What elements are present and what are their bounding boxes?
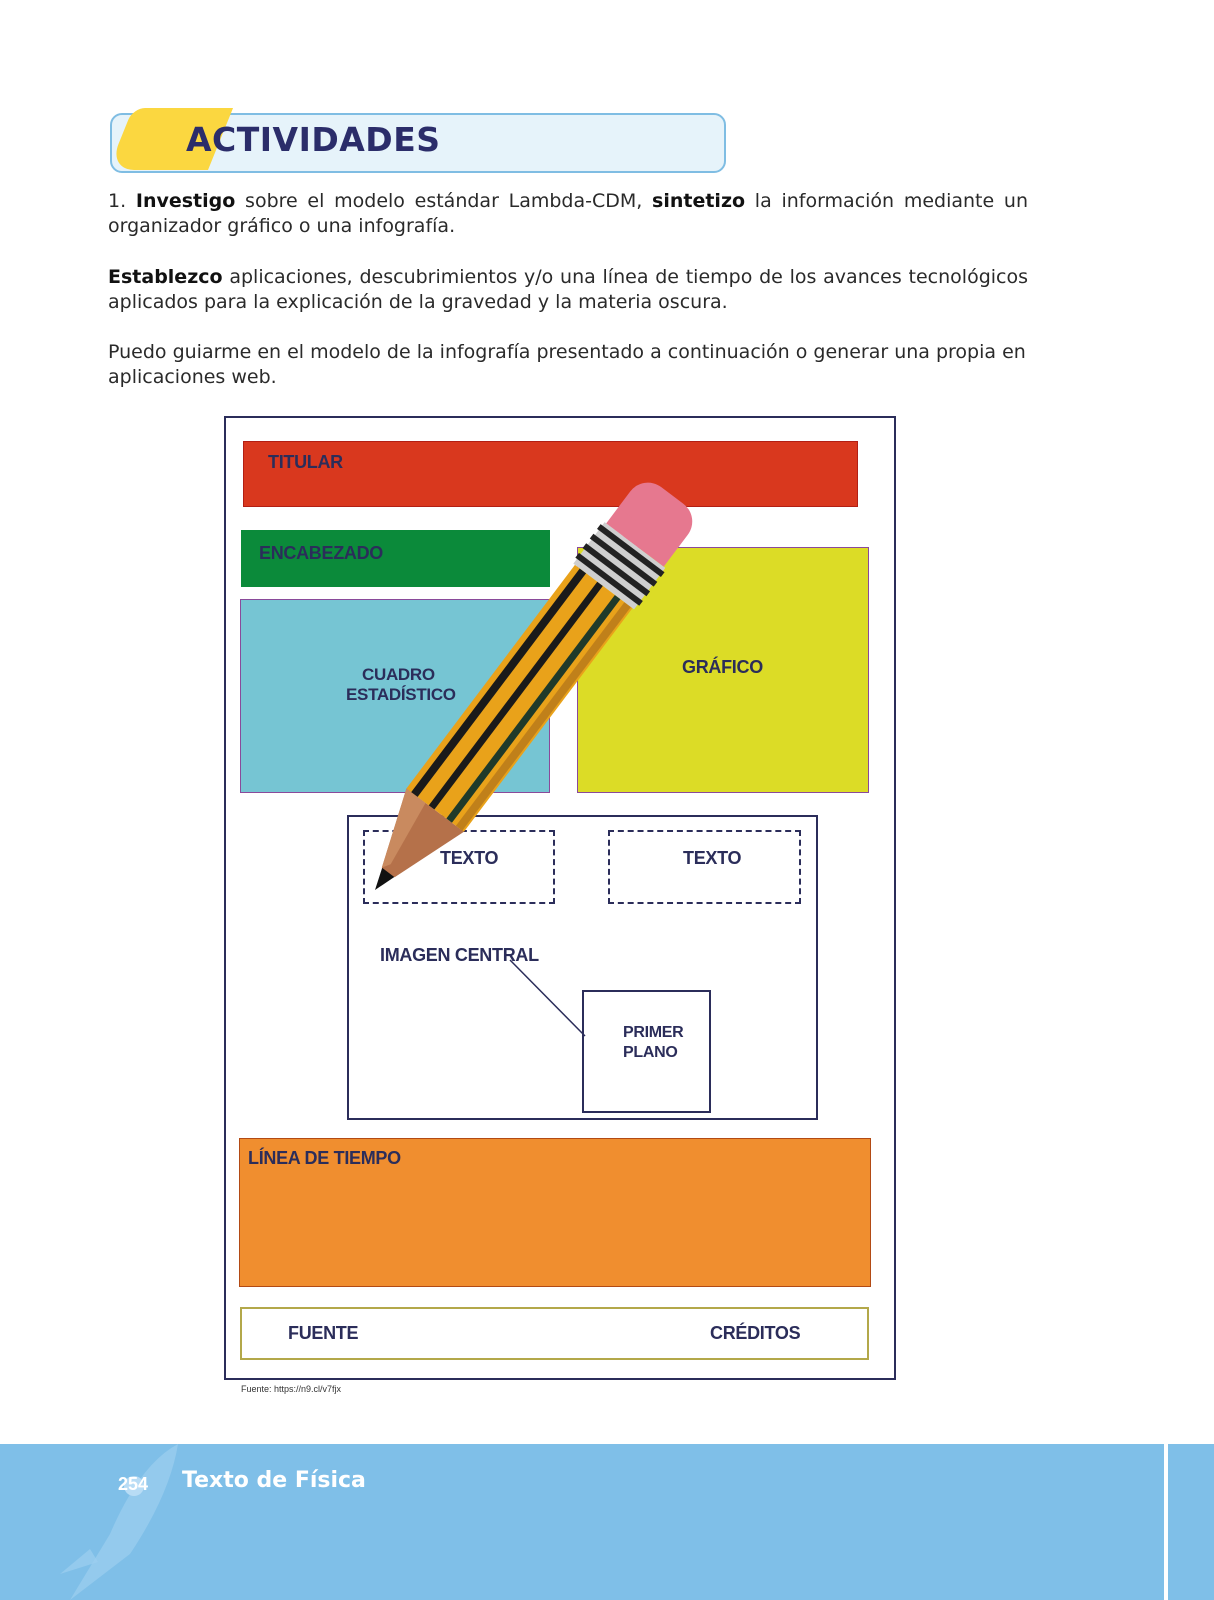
page-number: 254	[118, 1474, 149, 1494]
text-span: sobre el modelo estándar Lambda-CDM,	[235, 190, 653, 212]
cuadro-label-2: ESTADÍSTICO	[346, 685, 456, 704]
cuadro-label-1: CUADRO	[362, 665, 435, 684]
grafico-label: GRÁFICO	[682, 657, 763, 677]
imagen-central-label: IMAGEN CENTRAL	[380, 945, 539, 965]
primer-label-2: PLANO	[623, 1044, 678, 1061]
creditos-label: CRÉDITOS	[710, 1323, 801, 1343]
footer-divider	[1164, 1444, 1168, 1600]
texto-right-label: TEXTO	[683, 848, 742, 868]
item-number: 1.	[108, 190, 127, 212]
rocket-icon	[50, 1444, 180, 1600]
fuente-label: FUENTE	[288, 1323, 359, 1343]
verb-sintetizo: sintetizo	[652, 190, 746, 212]
texto-left-label: TEXTO	[440, 848, 499, 868]
verb-establezco: Establezco	[108, 266, 223, 288]
text-span: la información mediante un organizador gráfico o una infografía.	[108, 190, 1028, 237]
text-span: aplicaciones, descubrimientos y/o una línea de tiempo de los avances tecnológicos aplicados para la explicación de la gravedad y la materia oscura.	[108, 266, 1028, 313]
book-title: Texto de Física	[182, 1468, 366, 1493]
encabezado-label: ENCABEZADO	[259, 543, 384, 563]
linea-tiempo-label: LÍNEA DE TIEMPO	[248, 1148, 401, 1168]
activities-title: ACTIVIDADES	[186, 120, 441, 159]
titular-label: TITULAR	[268, 452, 343, 472]
primer-label-1: PRIMER	[623, 1024, 684, 1041]
verb-investigo: Investigo	[135, 190, 236, 212]
source-note: Fuente: https://n9.cl/v7fjx	[241, 1384, 342, 1394]
paragraph-3: Puedo guiarme en el modelo de la infografía presentado a continuación o generar una propia en aplicaciones web.	[108, 341, 1026, 388]
